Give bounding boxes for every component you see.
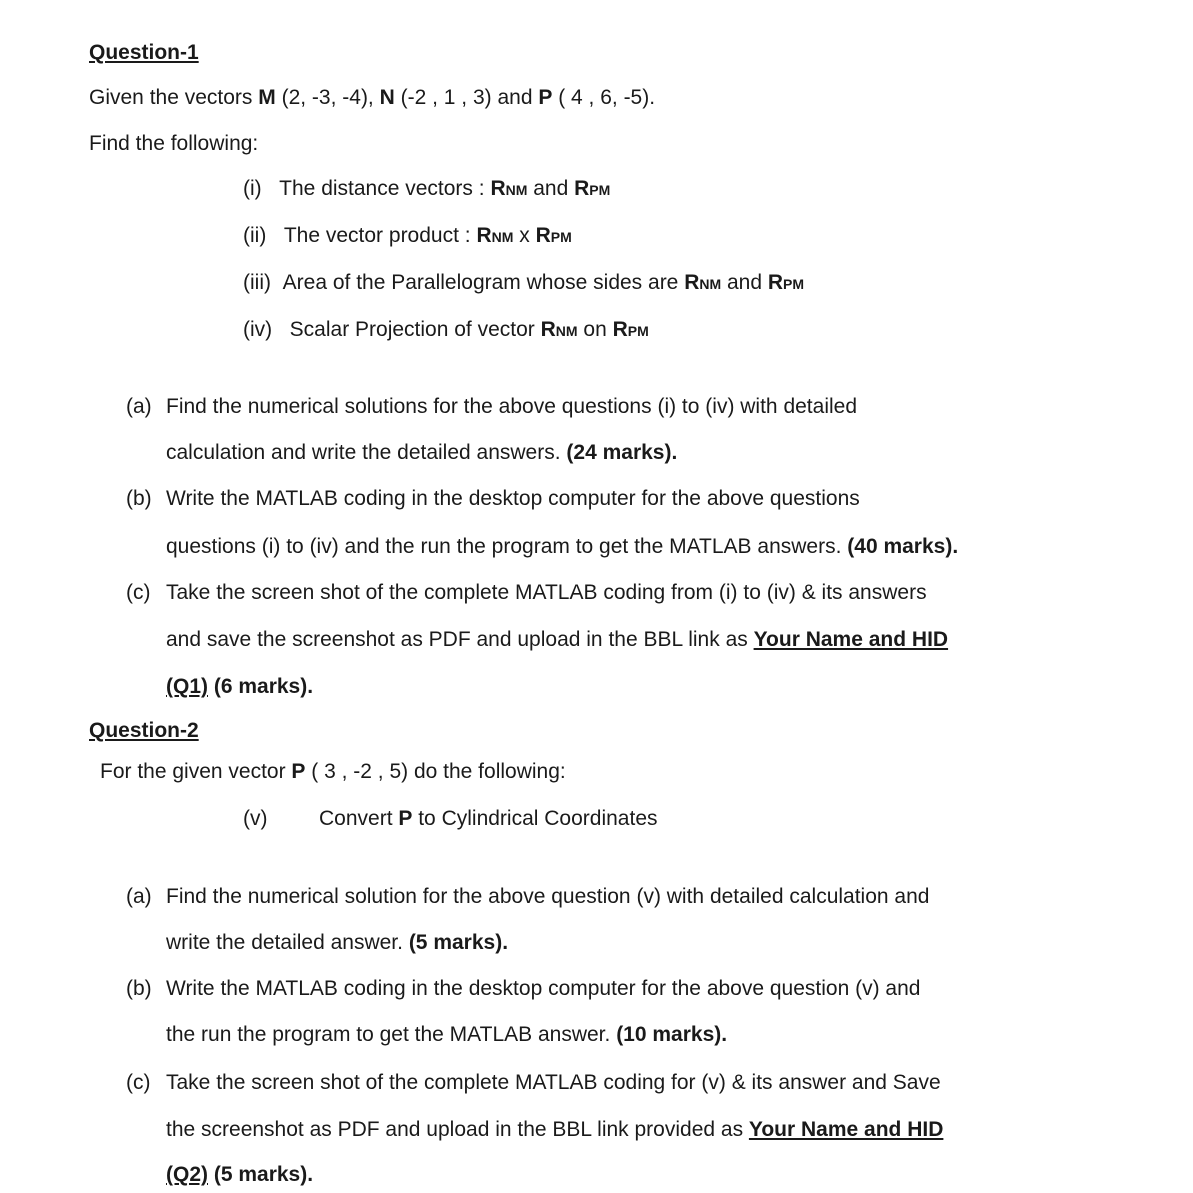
question-2-heading: Question-2	[89, 719, 199, 742]
q1-part-c-line2: and save the screenshot as PDF and upload in the BBL link as Your Name and HID	[166, 628, 949, 651]
q1-part-c-label: (c)	[126, 581, 151, 604]
q1-part-a-marks: (24 marks).	[566, 441, 678, 464]
question-1-heading: Question-1	[89, 41, 199, 64]
q2-part-a-line2: write the detailed answer. (5 marks).	[166, 931, 509, 954]
q2-part-b-marks: (10 marks).	[616, 1023, 728, 1046]
q1-part-b-line1: Write the MATLAB coding in the desktop computer for the above questions	[166, 487, 860, 510]
q1-part-c-line1: Take the screen shot of the complete MATLAB coding from (i) to (iv) & its answers	[166, 581, 927, 604]
q2-your-name-hid: Your Name and HID	[748, 1118, 944, 1141]
q1-given-vectors: Given the vectors M (2, -3, -4), N (-2 , 1 , 3) and P ( 4 , 6, -5).	[89, 86, 656, 109]
q2-part-a-label: (a)	[126, 885, 152, 908]
q2-part-c-line3: (Q2) (5 marks).	[166, 1163, 314, 1186]
q1-item-i: (i) The distance vectors : RNM and RPM	[243, 177, 611, 200]
q1-item-ii: (ii) The vector product : RNM x RPM	[243, 224, 572, 247]
q1-find-following: Find the following:	[89, 132, 259, 155]
q1-item-iii: (iii) Area of the Parallelogram whose sides are RNM and RPM	[243, 271, 805, 294]
q2-part-a-marks: (5 marks).	[408, 931, 509, 954]
q2-given-vector: For the given vector P ( 3 , -2 , 5) do the following:	[100, 760, 566, 783]
q1-part-c-line3: (Q1) (6 marks).	[166, 675, 314, 698]
q1-tag: (Q1)	[166, 675, 208, 698]
q1-item-iv: (iv) Scalar Projection of vector RNM on RPM	[243, 318, 649, 341]
q2-part-b-line1: Write the MATLAB coding in the desktop computer for the above question (v) and	[166, 977, 921, 1000]
q2-part-c-label: (c)	[126, 1071, 151, 1094]
q1-part-a-line2: calculation and write the detailed answers. (24 marks).	[166, 441, 678, 464]
q2-part-a-line1: Find the numerical solution for the above question (v) with detailed calculation and	[166, 885, 930, 908]
q2-part-b-line2: the run the program to get the MATLAB answer. (10 marks).	[166, 1023, 728, 1046]
q1-your-name-hid: Your Name and HID	[753, 628, 949, 651]
q2-part-c-line2: the screenshot as PDF and upload in the BBL link provided as Your Name and HID	[166, 1118, 944, 1141]
q1-part-b-label: (b)	[126, 487, 152, 510]
q2-item-v: Convert P to Cylindrical Coordinates	[319, 807, 658, 830]
q1-part-a-line1: Find the numerical solutions for the above questions (i) to (iv) with detailed	[166, 395, 858, 418]
q2-part-c-line1: Take the screen shot of the complete MATLAB coding for (v) & its answer and Save	[166, 1071, 941, 1094]
q1-part-b-marks: (40 marks).	[847, 535, 959, 558]
q2-part-b-label: (b)	[126, 977, 152, 1000]
q2-item-v-num: (v)	[243, 807, 268, 830]
q2-tag: (Q2)	[166, 1163, 208, 1186]
q1-part-b-line2: questions (i) to (iv) and the run the program to get the MATLAB answers. (40 marks).	[166, 535, 959, 558]
q1-part-a-label: (a)	[126, 395, 152, 418]
